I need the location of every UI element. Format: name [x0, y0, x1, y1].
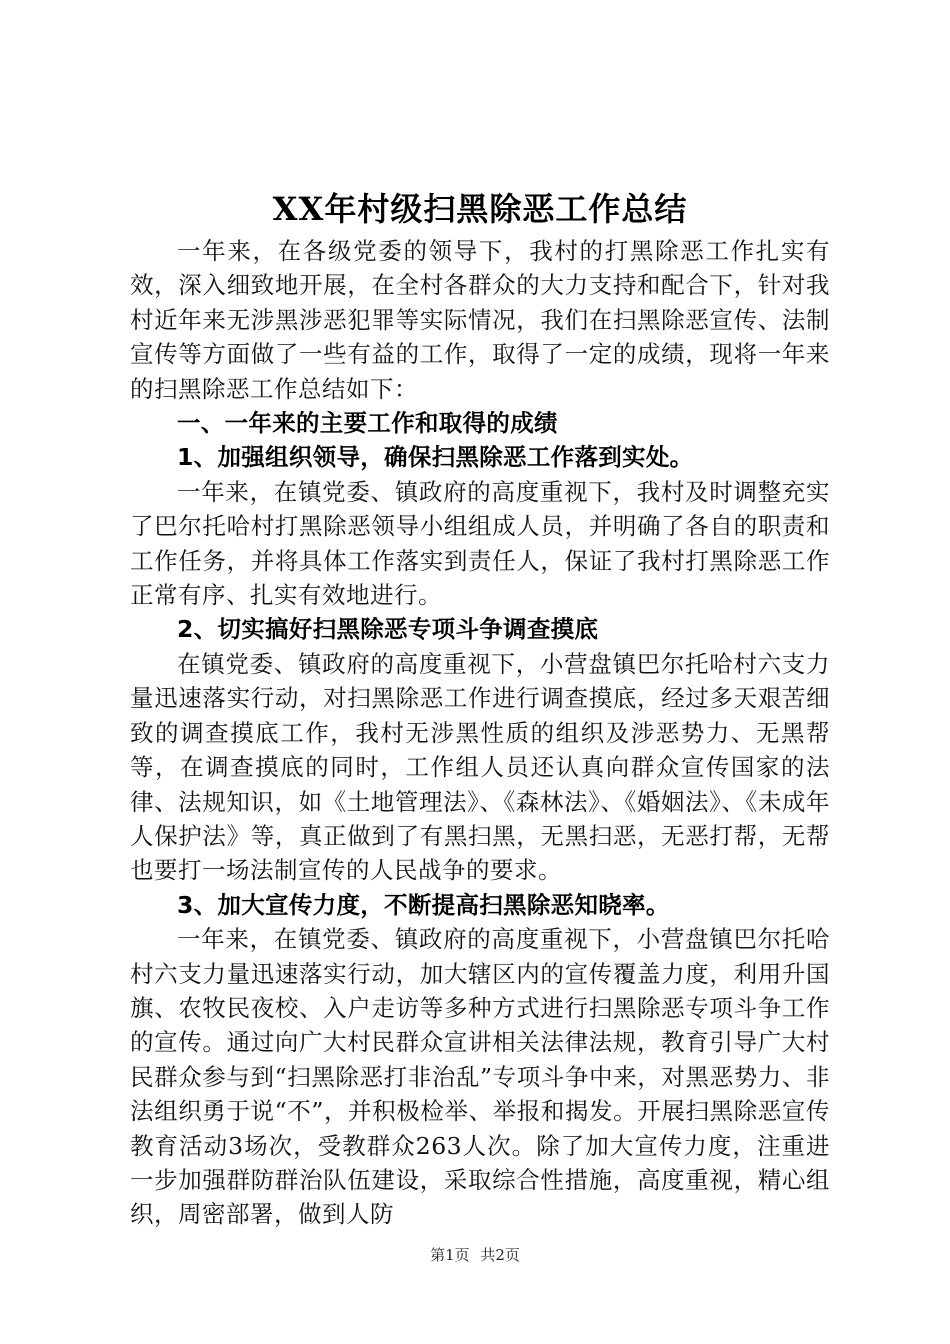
paragraph-publicity: 一年来，在镇党委、镇政府的高度重视下，小营盘镇巴尔托哈村六支力量迅速落实行动，加大辖区内的宣传覆盖力度，利用升国旗、农牧民夜校、入户走访等多种方式进行扫黑除恶专项斗争工作的宣传。通过向广大村民群众宣讲相关法律法规，教育引导广大村民群众参与到“扫黑除恶打非治乱”专项斗争中来，对黑恶势力、非法组织勇于说“不”，并积极检举、举报和揭发。开展扫黑除恶宣传教育活动3场次，受教群众263人次。除了加大宣传力度，注重进一步加强群防群治队伍建设，采取综合性措施，高度重视，精心组织，周密部署，做到人防	[130, 925, 830, 1229]
page-footer	[0, 1244, 950, 1265]
paragraph-investigation: 在镇党委、镇政府的高度重视下，小营盘镇巴尔托哈村六支力量迅速落实行动，对扫黑除恶工作进行调查摸底，经过多天艰苦细致的调查摸底工作，我村无涉黑性质的组织及涉恶势力、无黑帮等，在调查摸底的同时，工作组人员还认真向群众宣传国家的法律、法规知识，如《土地管理法》、《森林法》、《婚姻法》、《未成年人保护法》等，真正做到了有黑扫黑，无黑扫恶，无恶打帮，无帮也要打一场法制宣传的人民战争的要求。	[130, 649, 830, 885]
paragraph-organization: 一年来，在镇党委、镇政府的高度重视下，我村及时调整充实了巴尔托哈村打黑除恶领导小组组成人员，并明确了各自的职责和工作任务，并将具体工作落实到责任人，保证了我村打黑除恶工作正常有序、扎实有效地进行。	[130, 477, 830, 610]
subsection-heading-3: 3、加大宣传力度，不断提高扫黑除恶知晓率。	[177, 890, 670, 919]
page-number: 第1页	[430, 1246, 470, 1264]
document-title: XX年村级扫黑除恶工作总结	[272, 190, 688, 228]
subsection-heading-1: 1、加强组织领导，确保扫黑除恶工作落到实处。	[177, 443, 694, 472]
document-blocks	[130, 234, 830, 1232]
paragraph-intro: 一年来，在各级党委的领导下，我村的打黑除恶工作扎实有效，深入细致地开展，在全村各群众的大力支持和配合下，针对我村近年来无涉黑涉恶犯罪等实际情况，我们在扫黑除恶宣传、法制宣传等方面做了一些有益的工作，取得了一定的成绩，现将一年来的扫黑除恶工作总结如下：	[130, 237, 830, 403]
page-total: 共2页	[480, 1246, 520, 1264]
document-body	[130, 186, 830, 1232]
subsection-heading-2: 2、切实搞好扫黑除恶专项斗争调查摸底	[177, 615, 599, 644]
section-heading-1: 一、一年来的主要工作和取得的成绩	[177, 409, 558, 438]
